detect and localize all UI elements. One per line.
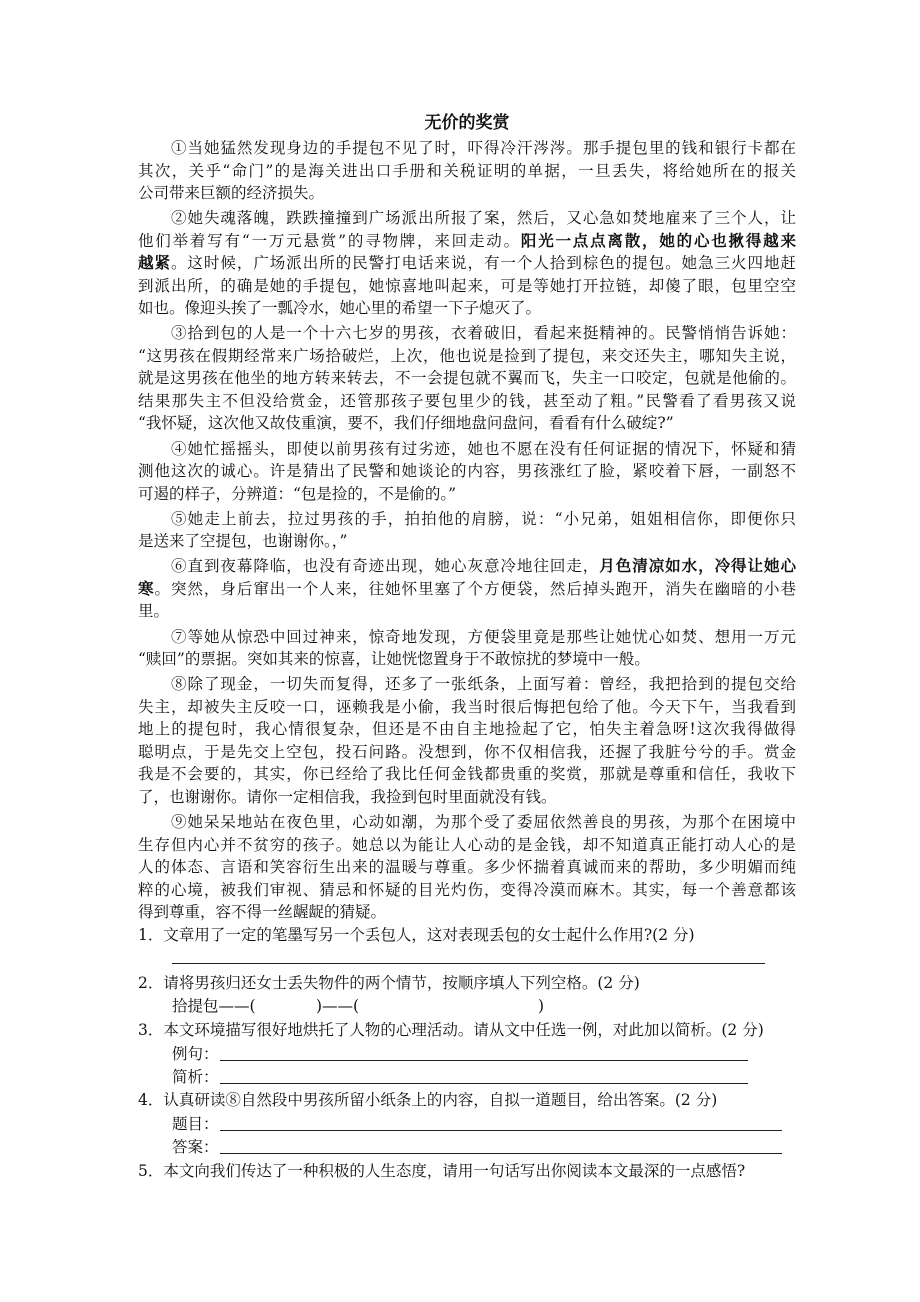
text-line bbox=[138, 856, 796, 879]
text-line bbox=[138, 438, 796, 461]
text-line bbox=[138, 530, 796, 553]
text-segment: 结果那失主不但没给赏金，还管那孩子要包里少的钱，甚至动了粗。”民警看了看男孩又说 bbox=[138, 391, 796, 410]
text-line bbox=[138, 297, 796, 320]
text-segment: 是送来了空提包，也谢谢你。，” bbox=[138, 532, 348, 551]
text-segment: 聪明点，于是先交上空包，投石问路。没想到，你不仅相信我，还握了我脏兮兮的手。赏金 bbox=[138, 742, 796, 761]
question-1: 1．文章用了一定的笔墨写另一个丢包人，这对表现丢包的女士起什么作用?(2 分) bbox=[138, 926, 695, 944]
text-line bbox=[138, 600, 796, 623]
article-title: 无价的奖赏 bbox=[424, 113, 510, 133]
question-3: 3．本文环境描写很好地烘托了人物的心理活动。请从文中任选一例，对此加以简析。(2 分) bbox=[138, 1021, 764, 1039]
text-segment: 。这时候，广场派出所的民警打电话来说，有一个人拾到棕色的提包。她急三火四地赶 bbox=[170, 254, 796, 273]
text-line bbox=[138, 412, 796, 435]
text-line bbox=[138, 696, 796, 719]
text-line bbox=[138, 182, 796, 205]
text-line bbox=[138, 648, 796, 671]
q4-topic-line[interactable] bbox=[220, 1130, 782, 1131]
q2-blank-end: ) bbox=[538, 997, 545, 1015]
text-line bbox=[138, 673, 796, 696]
text-line bbox=[138, 275, 796, 298]
q3-analysis-label: 简析： bbox=[172, 1068, 219, 1086]
bold-text: 寒 bbox=[138, 578, 155, 598]
text-line bbox=[138, 786, 796, 809]
text-segment: ③拾到包的人是一个十六七岁的男孩，衣着破旧，看起来挺精神的。民警悄悄告诉她： bbox=[171, 324, 796, 343]
text-line bbox=[138, 207, 796, 230]
q2-blank-mid: )——( bbox=[316, 997, 360, 1015]
text-line bbox=[138, 626, 796, 649]
text-line bbox=[138, 137, 796, 160]
text-segment: 得到尊重，容不得一丝龌龊的猜疑。 bbox=[138, 903, 387, 921]
text-line bbox=[138, 367, 796, 390]
paragraph bbox=[138, 555, 796, 623]
text-segment: ⑥直到夜幕降临，也没有奇迹出现，她心灰意冷地往回走， bbox=[171, 557, 600, 576]
text-line bbox=[138, 718, 796, 741]
text-line bbox=[138, 322, 796, 345]
q3-analysis-line[interactable] bbox=[220, 1083, 748, 1084]
text-segment: 。突然，身后窜出一个人来，往她怀里塞了个方便袋，然后掉头跑开，消失在幽暗的小巷 bbox=[154, 579, 796, 598]
q3-example-label: 例句： bbox=[172, 1045, 219, 1063]
text-segment: 我是不会要的，其实，你已经给了我比任何金钱都贵重的奖赏，那就是尊重和信任，我收下 bbox=[138, 765, 796, 784]
text-line bbox=[138, 390, 796, 413]
text-line bbox=[138, 879, 796, 902]
text-segment: 如也。像迎头挨了一瓢冷水，她心里的希望一下子熄灭了。 bbox=[138, 299, 542, 318]
text-segment: ⑦等她从惊恐中回过神来，惊奇地发现，方便袋里竟是那些让她忧心如焚、想用一万元 bbox=[171, 627, 796, 646]
text-segment: “我怀疑，这次他又故伎重演，要不，我们仔细地盘问盘问，看看有什么破绽?” bbox=[138, 414, 674, 433]
text-segment: ①当她猛然发现身边的手提包不见了时，吓得冷汗涔涔。那手提包里的钱和银行卡都在 bbox=[171, 139, 796, 157]
bold-text: 月色清凉如水，冷得让她心 bbox=[599, 556, 796, 576]
question-2: 2．请将男孩归还女士丢失物件的两个情节，按顺序填人下列空格。(2 分) bbox=[138, 974, 640, 992]
text-line bbox=[138, 901, 796, 924]
paragraph bbox=[138, 626, 796, 671]
paragraph bbox=[138, 438, 796, 506]
answer-line-q1[interactable] bbox=[172, 963, 765, 964]
paragraph bbox=[138, 137, 796, 205]
text-segment: 粹的心境，被我们审视、猜忌和怀疑的目光灼伤，变得冷漠而麻木。其实，每一个善意都该 bbox=[138, 880, 796, 899]
paragraph bbox=[138, 811, 796, 924]
text-line bbox=[138, 252, 796, 275]
text-segment: ②她失魂落魄，跌跌撞撞到广场派出所报了案，然后，又心急如焚地雇来了三个人，让 bbox=[171, 209, 796, 228]
q4-answer-line[interactable] bbox=[220, 1153, 782, 1154]
text-line bbox=[138, 834, 796, 857]
paragraph bbox=[138, 207, 796, 320]
q3-example-line[interactable] bbox=[220, 1060, 748, 1061]
text-segment: 失主，却被失主反咬一口，诬赖我是小偷，我当时很后悔把包给了他。今天下午，当我看到 bbox=[138, 697, 796, 716]
text-segment: 可遏的样子，分辨道：“包是捡的，不是偷的。” bbox=[138, 484, 457, 503]
text-line bbox=[138, 741, 796, 764]
paragraph bbox=[138, 322, 796, 435]
passage bbox=[138, 137, 796, 926]
question-4: 4．认真研读⑧自然段中男孩所留小纸条上的内容，自拟一道题目，给出答案。(2 分) bbox=[138, 1091, 718, 1109]
text-segment: ⑧除了现金，一切失而复得，还多了一张纸条，上面写着：曾经，我把拾到的提包交给 bbox=[171, 675, 796, 694]
text-segment: 了，也谢谢你。请你一定相信我，我捡到包时里面就没有钱。 bbox=[138, 787, 557, 806]
text-line bbox=[138, 160, 796, 183]
text-segment: 就是这男孩在他坐的地方转来转去，不一会提包就不翼而飞，失主一口咬定，包就是他偷的。 bbox=[138, 369, 796, 388]
text-segment: “这男孩在假期经常来广场拾破烂，上次，他也说是捡到了提包，来交还失主，哪知失主说， bbox=[138, 346, 796, 365]
text-line bbox=[138, 578, 796, 601]
text-segment: 公司带来巨额的经济损失。 bbox=[138, 184, 325, 202]
text-line bbox=[138, 230, 796, 253]
bold-text: 阳光一点点离散，她的心也揪得越来 bbox=[520, 230, 796, 250]
text-segment: 生存但内心并不贫穷的孩子。她总以为能让人心动的是金钱，却不知道真正能打动人心的是 bbox=[138, 835, 796, 854]
text-line bbox=[138, 555, 796, 578]
text-segment: 其次，关乎“命门”的是海关进出口手册和关税证明的单据，一旦丢失，将给她所在的报关 bbox=[138, 161, 796, 180]
text-segment: 测他这次的诚心。许是猜出了民警和她谈论的内容，男孩涨红了脸，紧咬着下唇，一副怒不 bbox=[138, 462, 796, 481]
q4-topic-label: 题目： bbox=[172, 1115, 219, 1133]
paragraph bbox=[138, 673, 796, 808]
text-line bbox=[138, 345, 796, 368]
paragraph bbox=[138, 508, 796, 553]
text-line bbox=[138, 811, 796, 834]
text-segment: 他们举着写有“一万元悬赏”的寻物牌，来回走动。 bbox=[138, 231, 521, 250]
question-5: 5．本文向我们传达了一种积极的人生态度，请用一句话写出你阅读本文最深的一点感悟? bbox=[138, 1162, 746, 1180]
text-segment: 地上的提包时，我心情很复杂，但还是不由自主地捡起了它，怕失主着急呀!这次我得做得 bbox=[138, 720, 796, 739]
text-segment: 人的体态、言语和笑容衍生出来的温暖与尊重。多少怀揣着真诚而来的帮助，多少明媚而纯 bbox=[138, 858, 796, 876]
text-segment: ④她忙摇摇头，即使以前男孩有过劣迹，她也不愿在没有任何证据的情况下，怀疑和猜 bbox=[171, 439, 796, 458]
text-segment: ⑤她走上前去，拉过男孩的手，拍拍他的肩膀，说：“小兄弟，姐姐相信你，即便你只 bbox=[171, 509, 796, 528]
q2-blank-start: 拾提包——( bbox=[172, 997, 256, 1015]
text-segment: ⑨她呆呆地站在夜色里，心动如潮，为那个受了委屈依然善良的男孩，为那个在困境中 bbox=[171, 813, 796, 831]
text-segment: 里。 bbox=[138, 602, 170, 621]
q4-answer-label: 答案： bbox=[172, 1138, 219, 1156]
text-segment: 到派出所，的确是她的手提包，她惊喜地叫起来，可是等她打开拉链，却傻了眼，包里空空 bbox=[138, 276, 796, 295]
text-line bbox=[138, 508, 796, 531]
bold-text: 越紧 bbox=[138, 253, 171, 273]
text-segment: “赎回”的票据。突如其来的惊喜，让她恍惚置身于不敢惊扰的梦境中一般。 bbox=[138, 650, 650, 669]
text-line bbox=[138, 460, 796, 483]
text-line bbox=[138, 483, 796, 506]
text-line bbox=[138, 763, 796, 786]
